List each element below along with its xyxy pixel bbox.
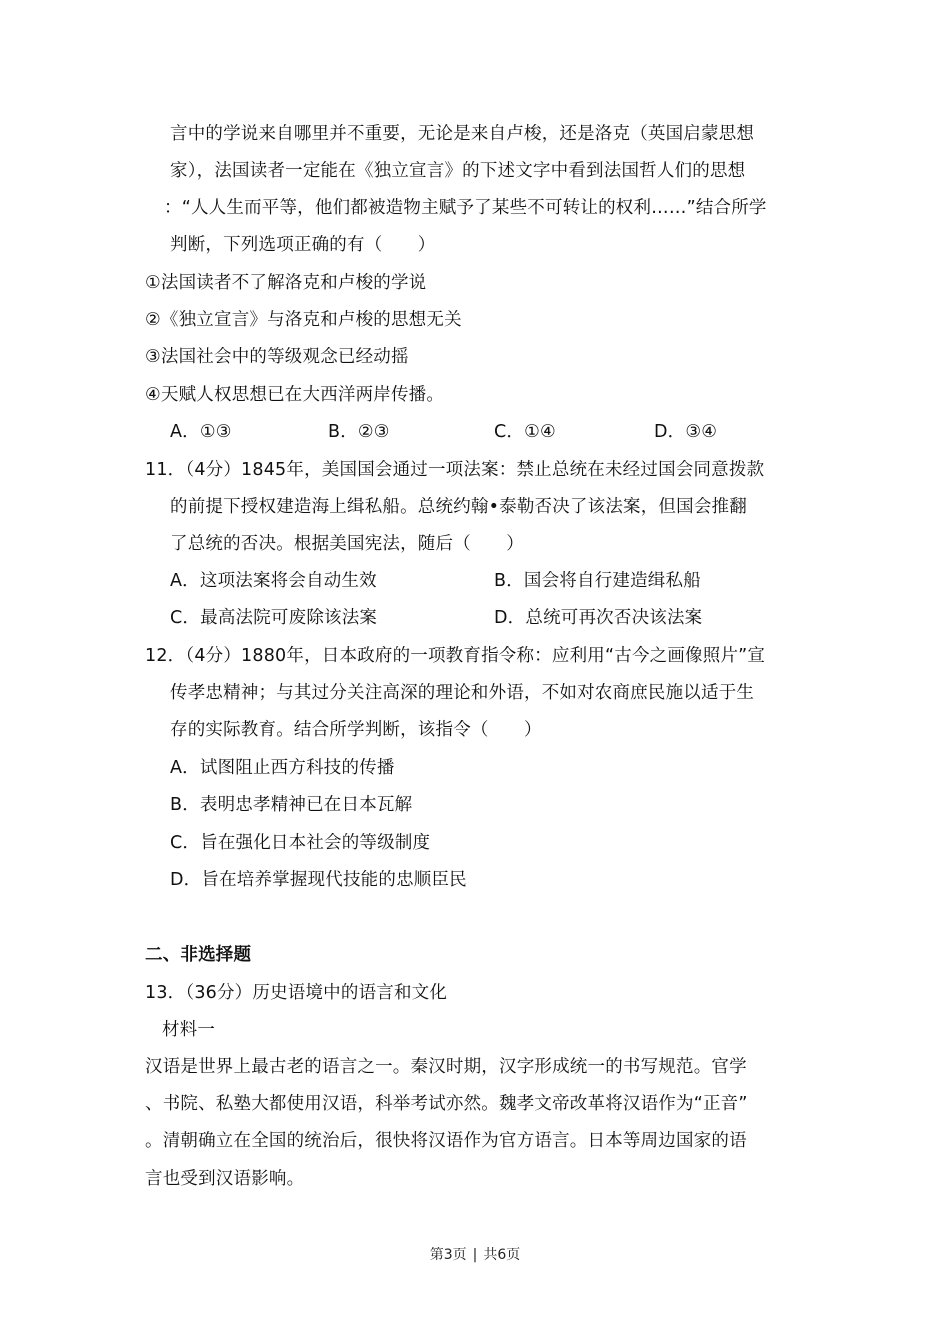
q10-statement: ①法国读者不了解洛克和卢梭的学说	[145, 273, 427, 293]
q12-option-d: D．旨在培养掌握现代技能的忠顺臣民	[170, 870, 467, 890]
q10-statement: ④天赋人权思想已在大西洋两岸传播。	[145, 385, 445, 405]
q10-text-line: 判断，下列选项正确的有（ ）	[170, 235, 436, 255]
q10-text-line: ：“人人生而平等，他们都被造物主赋予了某些不可转让的权利……”结合所学	[164, 198, 767, 218]
q10-option-b: B．②③	[328, 422, 390, 442]
page-footer	[0, 1244, 950, 1264]
q13-material-line: 言也受到汉语影响。	[145, 1169, 305, 1189]
q10-statement: ②《独立宣言》与洛克和卢梭的思想无关	[145, 310, 462, 330]
q11-option-d: D．总统可再次否决该法案	[494, 608, 703, 628]
q11-option-b: B．国会将自行建造缉私船	[494, 571, 701, 591]
q13-material-label: 材料一	[162, 1020, 216, 1040]
q11-option-a: A．这项法案将会自动生效	[170, 571, 377, 591]
q12-option-b: B．表明忠孝精神已在日本瓦解	[170, 795, 413, 815]
page-number: 第3页	[429, 1247, 467, 1263]
footer-separator: |	[472, 1247, 478, 1263]
section-title: 二、非选择题	[145, 945, 252, 965]
q12-option-a: A．试图阻止西方科技的传播	[170, 758, 395, 778]
q13-material-line: 、书院、私塾大都使用汉语，科举考试亦然。魏孝文帝改革将汉语作为“正音”	[145, 1094, 748, 1114]
q10-text-line: 言中的学说来自哪里并不重要，无论是来自卢梭，还是洛克（英国启蒙思想	[170, 124, 755, 144]
q10-option-d: D．③④	[654, 422, 718, 442]
q10-option-c: C．①④	[494, 422, 556, 442]
q12-text-line: 12．（4分）1880年，日本政府的一项教育指令称：应利用“古今之画像照片”宣	[145, 646, 766, 666]
q13-material-line: 。清朝确立在全国的统治后，很快将汉语作为官方语言。日本等周边国家的语	[145, 1131, 747, 1151]
q13-material-line: 汉语是世界上最古老的语言之一。秦汉时期，汉字形成统一的书写规范。官学	[145, 1057, 747, 1077]
q10-statement: ③法国社会中的等级观念已经动摇	[145, 347, 409, 367]
q11-text-line: 了总统的否决。根据美国宪法，随后（ ）	[170, 534, 524, 554]
q12-option-c: C．旨在强化日本社会的等级制度	[170, 833, 431, 853]
q12-text-line: 存的实际教育。结合所学判断，该指令（ ）	[170, 720, 542, 740]
q11-text-line: 的前提下授权建造海上缉私船。总统约翰•泰勒否决了该法案，但国会推翻	[170, 497, 747, 517]
q12-text-line: 传孝忠精神；与其过分关注高深的理论和外语，不如对农商庶民施以适于生	[170, 683, 755, 703]
q10-text-line: 家），法国读者一定能在《独立宣言》的下述文字中看到法国哲人们的思想	[170, 161, 746, 181]
q10-option-a: A．①③	[170, 422, 232, 442]
q13-header: 13．（36分）历史语境中的语言和文化	[145, 983, 448, 1003]
q11-text-line: 11．（4分）1845年，美国国会通过一项法案：禁止总统在未经过国会同意拨款	[145, 460, 765, 480]
page-total: 共6页	[483, 1247, 521, 1263]
q11-option-c: C．最高法院可废除该法案	[170, 608, 378, 628]
